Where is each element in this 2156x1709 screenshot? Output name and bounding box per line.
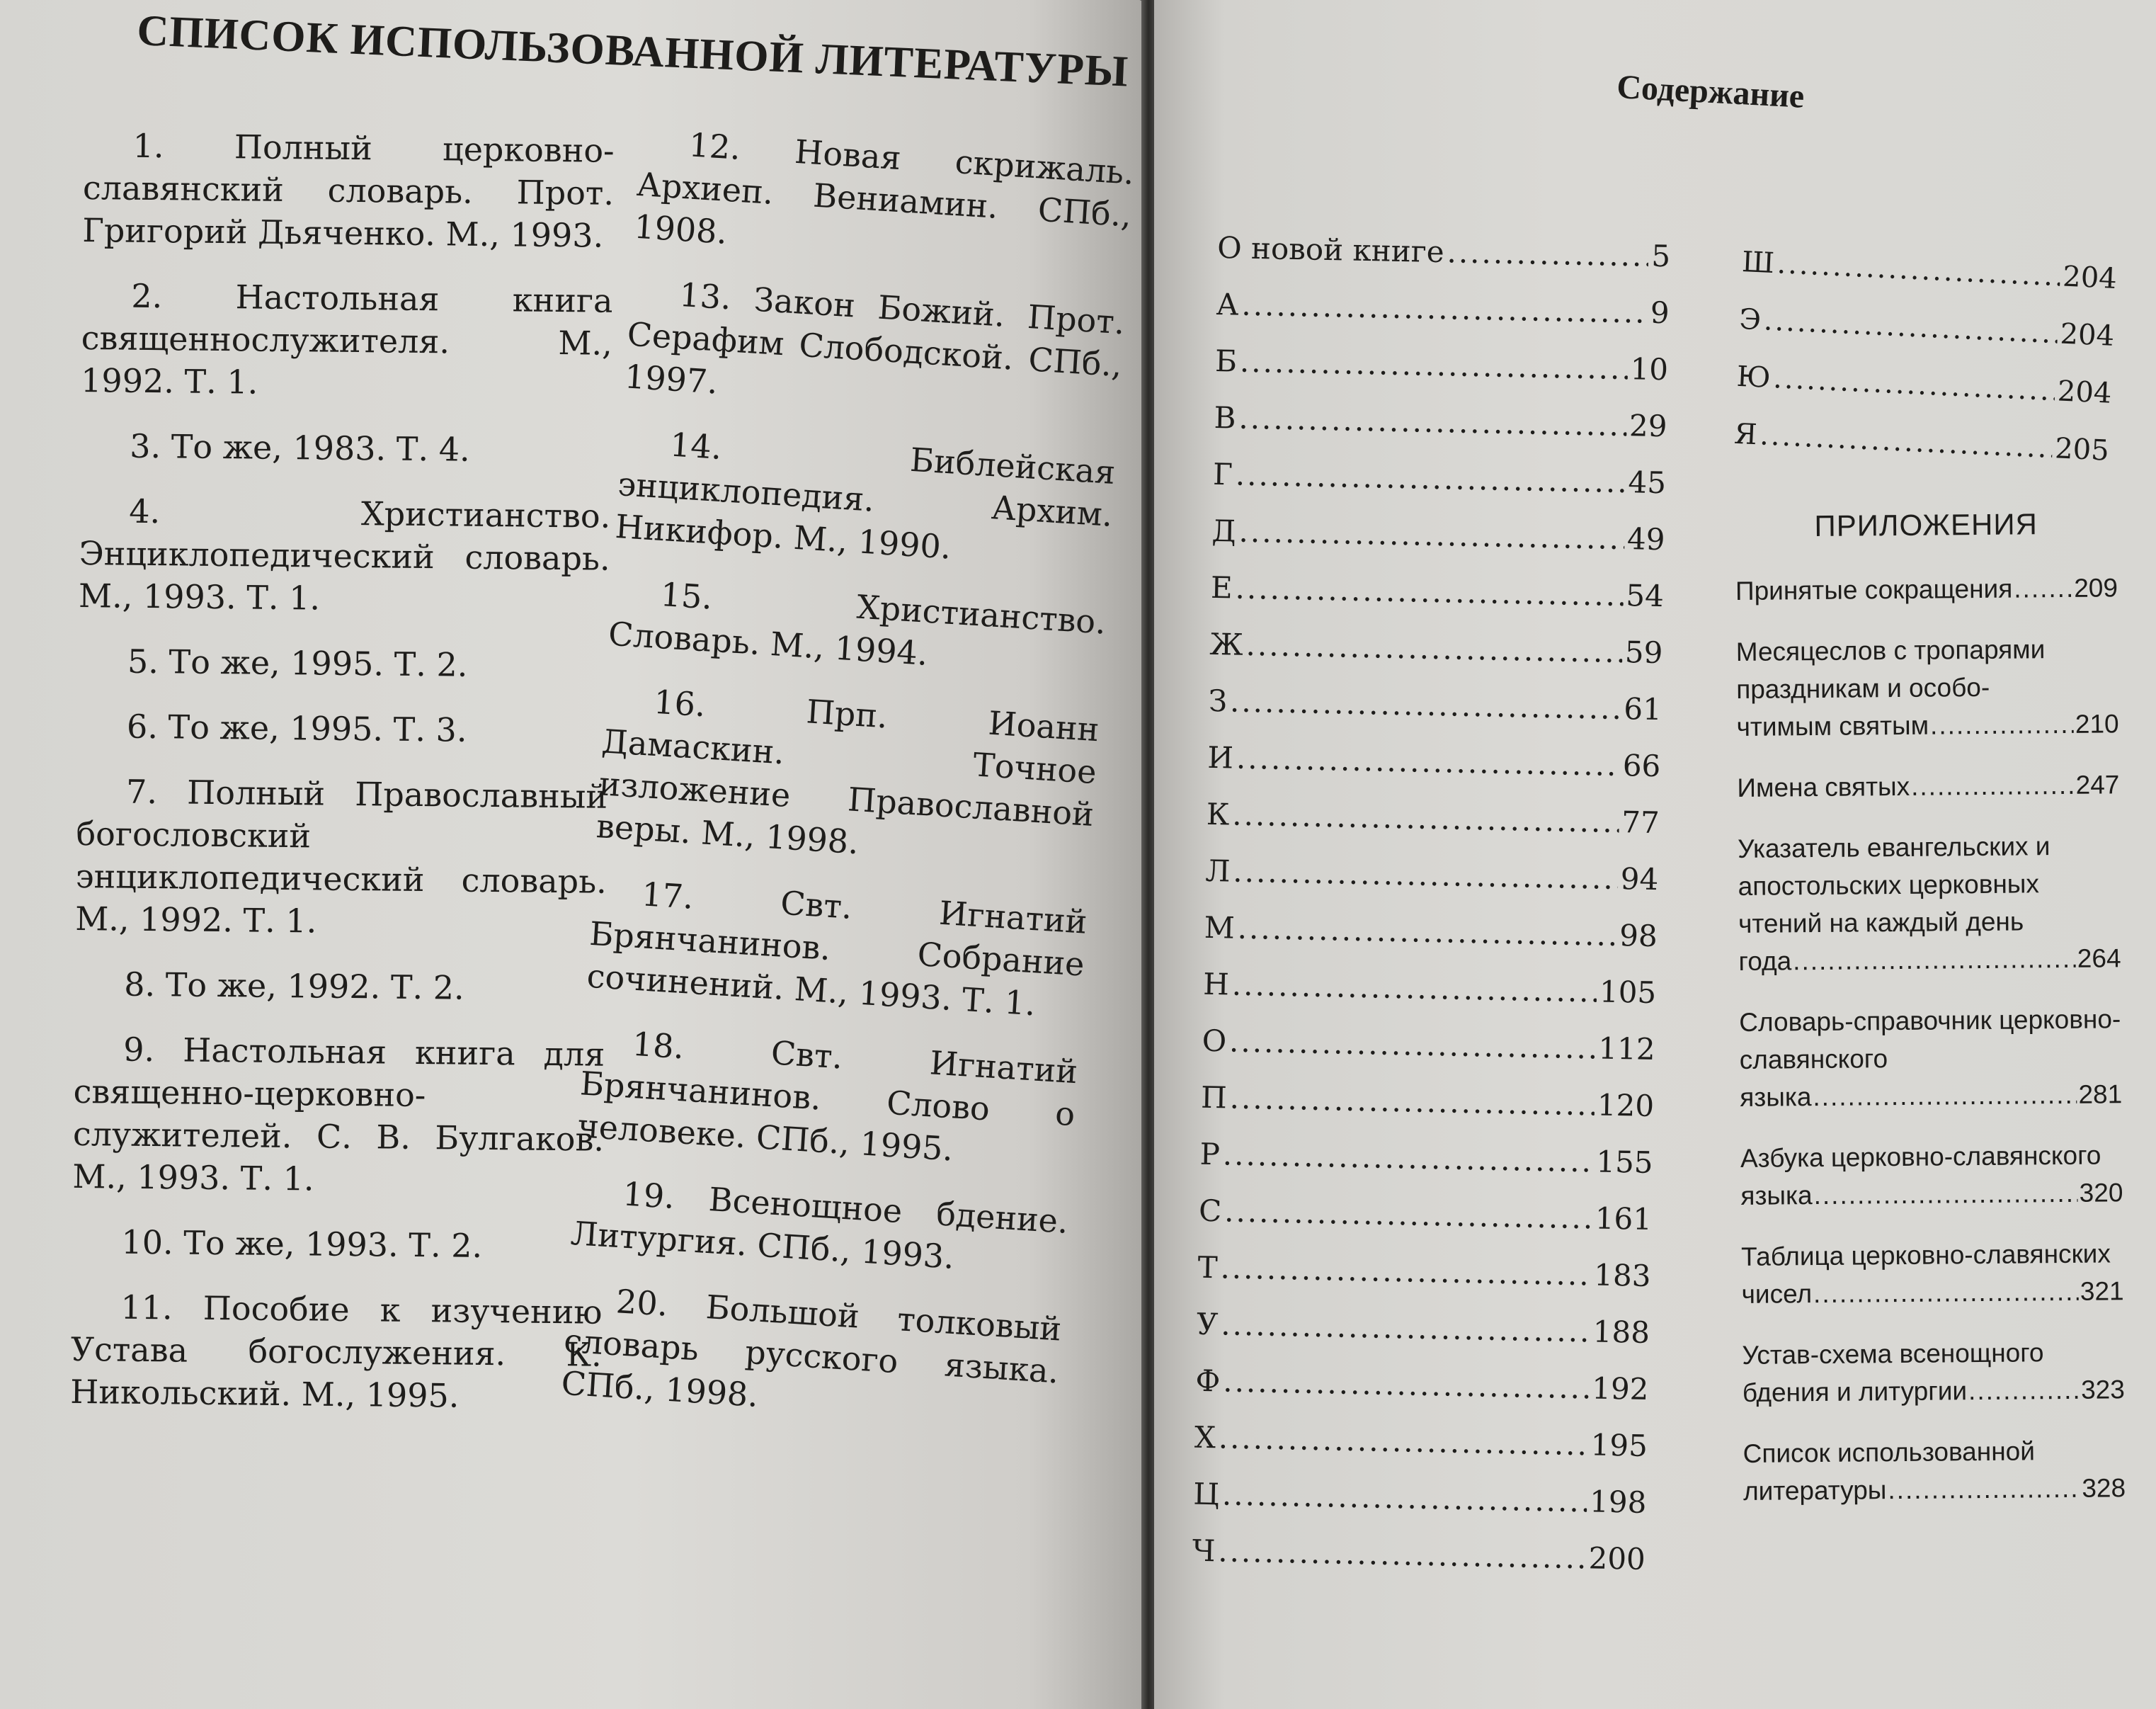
appendix-list — [1735, 569, 2126, 1510]
contents-title: Содержание — [1616, 67, 1806, 115]
dot-leader — [1224, 1183, 1592, 1247]
appendix-entry-text: Устав-схема всенощного — [1742, 1338, 2044, 1370]
dot-leader — [1813, 1273, 2079, 1312]
contents-entry-page: 204 — [2059, 317, 2116, 353]
contents-entry — [1197, 1239, 1651, 1305]
dot-leader — [1228, 1014, 1596, 1077]
contents-entry-label: Ц — [1192, 1476, 1220, 1512]
appendix-entry-label: Имена святых — [1737, 771, 1910, 802]
appendix-entry-page: 320 — [2079, 1178, 2123, 1208]
appendix-entry-text: Указатель евангельских и апостольских церковных чтений на каждый день — [1737, 831, 2051, 938]
contents-entry — [1202, 956, 1656, 1021]
contents-entry-label: О новой книге — [1216, 229, 1445, 270]
contents-entry-label: Г — [1212, 456, 1233, 492]
contents-entry-page: 161 — [1595, 1200, 1653, 1237]
bibliography-entry: 13. Закон Божий. Прот. Серафим Слободской. СПб., 1997. — [623, 275, 1127, 402]
bibliography-entry: 17. Свт. Игнатий Брянчанинов. Собрание сочинений. М., 1993. Т. 1. — [586, 875, 1088, 1023]
appendix-heading: ПРИЛОЖЕНИЯ — [1814, 507, 2038, 543]
contents-entry — [1204, 899, 1658, 965]
contents-entry-page: 183 — [1593, 1257, 1651, 1294]
contents-entry-page: 198 — [1589, 1484, 1647, 1520]
dot-leader — [1968, 1371, 2080, 1409]
contents-entry-label: С — [1198, 1193, 1222, 1229]
appendix-entry-text: Таблица церковно-славянских — [1741, 1239, 2111, 1271]
contents-entry — [1205, 843, 1659, 908]
contents-entry-page: 94 — [1620, 861, 1659, 897]
contents-entry — [1198, 1183, 1652, 1248]
contents-entry-page: 112 — [1597, 1030, 1656, 1067]
appendix-entry-label: бдения и литургии — [1742, 1376, 1968, 1407]
contents-entry — [1214, 333, 1668, 398]
bibliography-entry: 4. Христианство. Энциклопедический словарь. М., 1993. Т. 1. — [78, 492, 611, 618]
appendix-entry-text: Список использованной — [1743, 1436, 2036, 1468]
contents-entry-label: Э — [1738, 302, 1762, 337]
dot-leader — [1813, 1076, 2077, 1115]
appendix-section — [1735, 506, 2126, 1533]
contents-entry — [1211, 503, 1665, 568]
appendix-entry-line — [1738, 939, 2121, 980]
contents-entry — [1202, 1013, 1655, 1078]
contents-entry-page: 45 — [1628, 465, 1667, 501]
contents-entry-label: В — [1214, 399, 1236, 436]
appendix-entry-page: 281 — [2078, 1079, 2123, 1109]
contents-entry — [1199, 1126, 1653, 1191]
appendix-entry-line — [1741, 1272, 2123, 1313]
bibliography-entry: 16. Прп. Иоанн Дамаскин. Точное изложение Православной веры. М., 1998. — [595, 682, 1100, 862]
appendix-entry-line — [1743, 1469, 2126, 1510]
appendix-entry-label: литературы — [1743, 1475, 1887, 1506]
contents-entry — [1210, 560, 1664, 625]
contents-column-1 — [1192, 220, 1671, 1588]
dot-leader — [1245, 617, 1623, 681]
contents-entry-page: 5 — [1650, 238, 1671, 274]
appendix-entry-label: Принятые сокращения — [1735, 574, 2013, 606]
contents-entry-page: 188 — [1592, 1314, 1650, 1350]
contents-entry-page: 59 — [1624, 635, 1663, 671]
appendix-entry-text: Месяцеслов с тропарями праздникам и особо- — [1735, 635, 2046, 704]
contents-entry-page: 49 — [1626, 521, 1665, 557]
bibliography-entry: 5. То же, 1995. Т. 2. — [127, 642, 468, 684]
dot-leader — [1238, 390, 1627, 454]
appendix-entry-text: Словарь-справочник церковно-славянского — [1739, 1004, 2121, 1074]
contents-entry-page: 204 — [2056, 375, 2113, 410]
bibliography-entry: 12. Новая скрижаль. Архиеп. Вениамин. СПб., 1908. — [632, 125, 1136, 251]
contents-entry — [1192, 1523, 1645, 1588]
contents-entry-page: 155 — [1595, 1144, 1654, 1181]
contents-entry-page: 66 — [1622, 748, 1661, 784]
dot-leader — [1793, 940, 2076, 980]
dot-leader — [1911, 766, 2075, 805]
contents-entry-page: 195 — [1590, 1427, 1648, 1463]
contents-entry-label: Х — [1194, 1419, 1216, 1455]
appendix-entry-line — [1736, 705, 2118, 746]
contents-entry — [1196, 1296, 1650, 1361]
dot-leader — [1235, 447, 1626, 511]
contents-entry-page: 61 — [1623, 691, 1662, 727]
bibliography-entry: 3. То же, 1983. Т. 4. — [129, 426, 470, 469]
dot-leader — [1232, 787, 1619, 851]
appendix-entry-line — [1740, 1075, 2122, 1116]
contents-entry-label: Д — [1211, 513, 1237, 549]
dot-leader — [1229, 673, 1621, 737]
appendix-entry — [1743, 1431, 2126, 1510]
dot-leader — [1233, 844, 1619, 907]
bibliography-entry: 9. Настольная книга для священно-церковно-служителей. С. В. Булгаков. М., 1993. Т. 1. — [72, 1030, 605, 1198]
appendix-entry-line — [1740, 1174, 2123, 1215]
contents-entry — [1212, 446, 1666, 511]
appendix-entry-label: года — [1738, 946, 1792, 976]
bibliography-entry: 11. Пособие к изучению Устава богослужения. К. Никольский. М., 1995. — [69, 1288, 603, 1415]
bibliography-entry: 15. Христианство. Словарь. М., 1994. — [607, 575, 1107, 673]
contents-entry — [1207, 729, 1661, 795]
bibliography-entry: 10. То же, 1993. Т. 2. — [121, 1222, 483, 1265]
contents-entry-label: Ш — [1741, 245, 1775, 280]
appendix-entry — [1741, 1234, 2124, 1313]
contents-entry-page: 29 — [1629, 408, 1667, 444]
contents-entry-page: 205 — [2054, 432, 2110, 467]
appendix-entry-label: языка — [1740, 1082, 1812, 1112]
contents-entry-page: 200 — [1588, 1540, 1646, 1577]
bibliography-entry: 1. Полный церковно-славянский словарь. Прот. Григорий Дьяченко. М., 1993. — [82, 126, 615, 255]
contents-entry — [1206, 786, 1660, 851]
contents-entry-label: О — [1202, 1023, 1227, 1059]
bibliography-entry: 6. То же, 1995. Т. 3. — [126, 707, 467, 749]
contents-entry-label: И — [1207, 739, 1234, 776]
dot-leader — [1221, 1466, 1587, 1530]
dot-leader — [2014, 569, 2072, 608]
contents-entry — [1208, 673, 1662, 738]
dot-leader — [1222, 1126, 1594, 1190]
appendix-entry — [1735, 569, 2118, 610]
dot-leader — [1223, 1353, 1590, 1416]
contents-entry-label: Н — [1202, 966, 1230, 1002]
appendix-entry-label: чтимым святым — [1736, 710, 1929, 742]
appendix-entry-page: 209 — [2074, 573, 2118, 603]
contents-entry-label: Я — [1733, 417, 1758, 452]
appendix-entry — [1738, 827, 2121, 980]
bibliography-entry: 2. Настольная книга священнослужителя. М., 1992. Т. 1. — [80, 276, 613, 402]
contents-entry-label: Л — [1204, 853, 1231, 889]
dot-leader — [1930, 705, 2074, 744]
contents-entry-label: П — [1200, 1079, 1228, 1115]
contents-entry-label: Ю — [1735, 360, 1772, 394]
contents-entry-label: Ж — [1209, 626, 1244, 662]
contents-entry — [1194, 1409, 1648, 1475]
appendix-entry — [1739, 1000, 2122, 1116]
contents-entry-label: Б — [1214, 343, 1238, 379]
bibliography-entry: 8. То же, 1992. Т. 2. — [124, 965, 464, 1007]
appendix-entry-line — [1735, 569, 2118, 610]
dot-leader — [1218, 1409, 1588, 1473]
contents-entry-label: М — [1204, 909, 1236, 946]
contents-entry — [1200, 1069, 1654, 1135]
contents-entry — [1216, 276, 1670, 341]
appendix-entry — [1740, 1136, 2123, 1215]
contents-entry-page: 98 — [1619, 918, 1658, 954]
appendix-entry-label: чисел — [1741, 1279, 1813, 1309]
contents-entry-label: А — [1216, 286, 1239, 322]
appendix-entry — [1736, 630, 2119, 746]
appendix-entry-page: 210 — [2075, 709, 2119, 739]
contents-entry — [1214, 390, 1667, 455]
appendix-entry-page: 321 — [2080, 1276, 2124, 1306]
appendix-entry — [1742, 1333, 2125, 1412]
dot-leader — [1239, 334, 1628, 397]
bibliography-title: СПИСОК ИСПОЛЬЗОВАННОЙ ЛИТЕРАТУРЫ — [136, 6, 1130, 96]
dot-leader — [1231, 957, 1597, 1021]
contents-entry-page: 10 — [1630, 351, 1669, 387]
dot-leader — [1229, 1070, 1595, 1134]
contents-entry — [1209, 616, 1663, 681]
bibliography-column-2 — [559, 120, 1136, 1458]
appendix-entry-label: языка — [1740, 1181, 1813, 1210]
bibliography-column-1 — [70, 124, 615, 1441]
contents-entry-label: З — [1208, 683, 1228, 719]
contents-entry-label: Ф — [1195, 1363, 1221, 1399]
contents-column-2 — [1733, 234, 2118, 480]
bibliography-entry: 14. Библейская энциклопедия. Архим. Никифор. М., 1990. — [614, 425, 1117, 567]
dot-leader — [1447, 224, 1649, 284]
bibliography-entry: 20. Большой толковый словарь русского языка. СПб., 1998. — [560, 1282, 1063, 1414]
dot-leader — [1237, 900, 1617, 964]
contents-entry-page: 204 — [2062, 260, 2118, 295]
contents-entry-page: 9 — [1650, 295, 1670, 331]
bibliography-entry: 19. Всенощное бдение. Литургия. СПб., 1993. — [569, 1174, 1070, 1276]
dot-leader — [1241, 277, 1648, 341]
dot-leader — [1221, 1296, 1591, 1360]
contents-entry-page: 77 — [1621, 805, 1660, 841]
contents-entry-label: К — [1206, 796, 1230, 832]
dot-leader — [1218, 1523, 1587, 1586]
dot-leader — [1236, 730, 1620, 794]
contents-entry-label: Р — [1199, 1136, 1221, 1172]
dot-leader — [1888, 1470, 2080, 1509]
appendix-entry-page: 323 — [2080, 1375, 2126, 1404]
contents-entry-page: 192 — [1591, 1370, 1649, 1407]
dot-leader — [1235, 560, 1624, 625]
dot-leader — [1813, 1174, 2078, 1214]
dot-leader — [1220, 1239, 1592, 1303]
appendix-entry — [1737, 766, 2119, 807]
appendix-entry-page: 328 — [2082, 1473, 2126, 1503]
contents-entry-page: 120 — [1597, 1087, 1655, 1124]
appendix-entry-line — [1743, 1370, 2125, 1412]
appendix-entry-page: 247 — [2075, 770, 2120, 800]
appendix-entry-line — [1737, 766, 2119, 807]
contents-entry-label: Ч — [1192, 1533, 1216, 1569]
contents-entry-label: Т — [1197, 1249, 1219, 1285]
appendix-entry-text: Азбука церковно-славянского — [1740, 1140, 2101, 1173]
contents-entry — [1195, 1353, 1649, 1418]
contents-entry-label: У — [1196, 1306, 1219, 1342]
dot-leader — [1238, 504, 1625, 567]
contents-entry-page: 105 — [1599, 974, 1657, 1011]
contents-entry — [1216, 220, 1670, 285]
contents-entry-page: 54 — [1625, 578, 1665, 614]
contents-entry-label: Е — [1210, 569, 1233, 606]
contents-entry — [1193, 1466, 1647, 1531]
bibliography-entry: 18. Свт. Игнатий Брянчанинов. Слово о человеке. СПб., 1995. — [576, 1024, 1079, 1169]
appendix-entry-page: 264 — [2077, 943, 2121, 973]
bibliography-entry: 7. Полный Православный богословский энциклопедический словарь. М., 1992. Т. 1. — [74, 772, 608, 941]
